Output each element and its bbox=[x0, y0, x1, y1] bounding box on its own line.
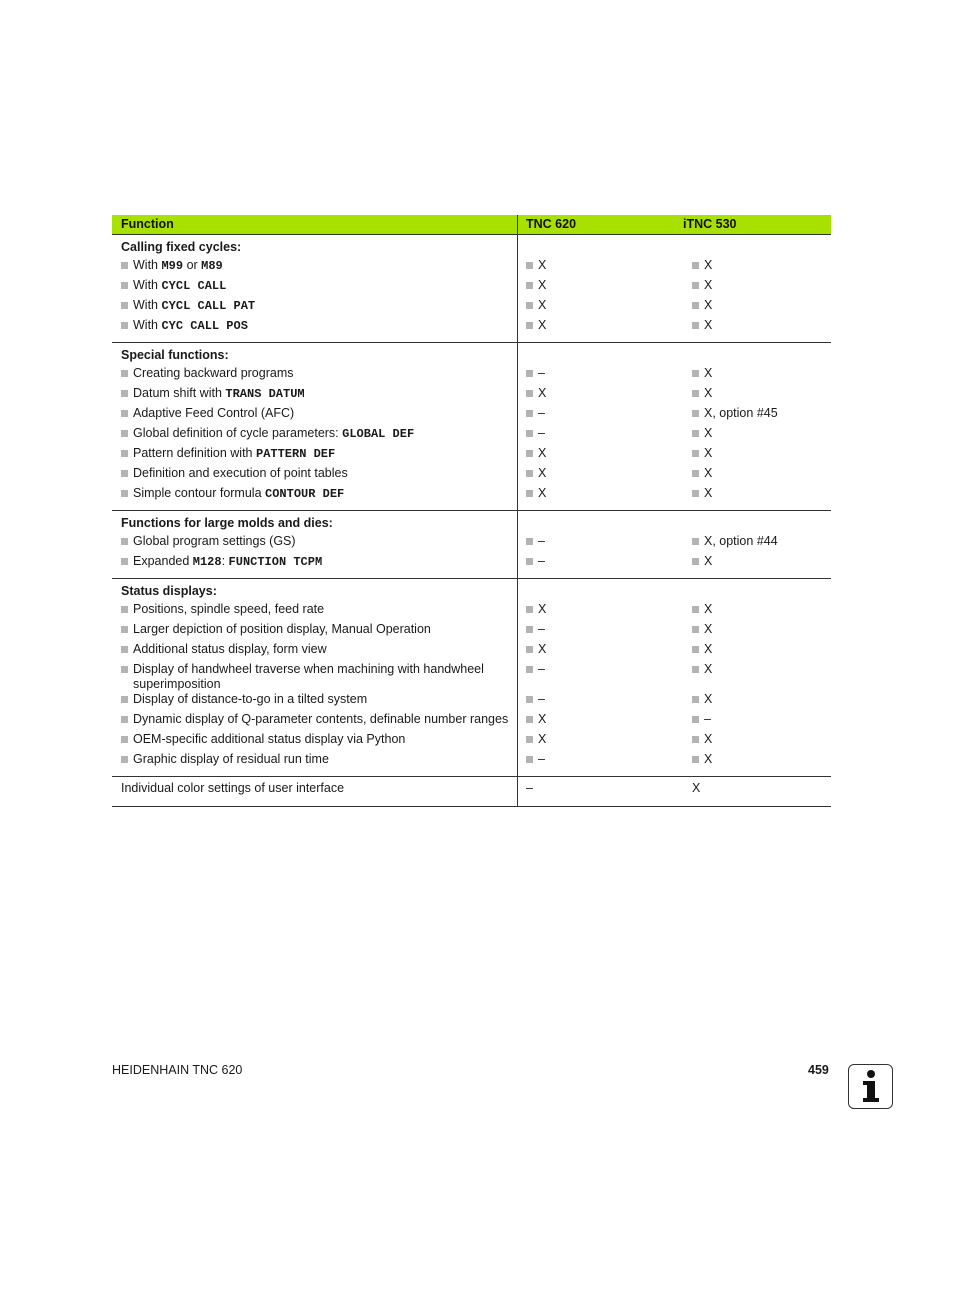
tnc-value: X bbox=[538, 732, 547, 746]
itnc-value: X bbox=[704, 662, 713, 676]
bullet-square-icon bbox=[692, 302, 699, 309]
info-icon bbox=[848, 1064, 893, 1109]
table-section bbox=[112, 511, 831, 579]
bullet-square-icon bbox=[526, 736, 533, 743]
bullet-square-icon bbox=[692, 696, 699, 703]
function-label: With CYCL CALL bbox=[133, 278, 227, 293]
bullet-square-icon bbox=[121, 370, 128, 377]
bullet-square-icon bbox=[692, 490, 699, 497]
bullet-square-icon bbox=[692, 470, 699, 477]
table-header bbox=[112, 215, 831, 235]
itnc-value: X bbox=[704, 426, 713, 440]
bullet-square-icon bbox=[526, 430, 533, 437]
header-itnc530: iTNC 530 bbox=[683, 217, 737, 231]
function-label: Additional status display, form view bbox=[133, 642, 327, 656]
bullet-square-icon bbox=[526, 322, 533, 329]
table-row bbox=[112, 278, 831, 298]
bullet-square-icon bbox=[121, 430, 128, 437]
function-label: Pattern definition with PATTERN DEF bbox=[133, 446, 336, 461]
bullet-square-icon bbox=[526, 282, 533, 289]
bullet-square-icon bbox=[692, 606, 699, 613]
tnc-value: – bbox=[538, 426, 545, 440]
bullet-square-icon bbox=[526, 470, 533, 477]
section-title: Functions for large molds and dies: bbox=[121, 516, 333, 530]
bullet-square-icon bbox=[121, 302, 128, 309]
bullet-square-icon bbox=[692, 666, 699, 673]
bullet-square-icon bbox=[692, 558, 699, 565]
table-row bbox=[112, 534, 831, 554]
itnc-value: X, option #44 bbox=[704, 534, 778, 548]
function-label: Simple contour formula CONTOUR DEF bbox=[133, 486, 345, 501]
function-label: Definition and execution of point tables bbox=[133, 466, 348, 480]
bullet-square-icon bbox=[121, 696, 128, 703]
section-title: Status displays: bbox=[121, 584, 217, 598]
tnc-value: – bbox=[538, 622, 545, 636]
last-row-itnc: X bbox=[692, 781, 701, 795]
bullet-square-icon bbox=[121, 450, 128, 457]
bullet-square-icon bbox=[121, 558, 128, 565]
bullet-square-icon bbox=[526, 558, 533, 565]
table-row-last bbox=[112, 777, 831, 807]
bullet-square-icon bbox=[692, 262, 699, 269]
bullet-square-icon bbox=[121, 736, 128, 743]
tnc-value: – bbox=[538, 752, 545, 766]
bullet-square-icon bbox=[692, 716, 699, 723]
table-section bbox=[112, 343, 831, 511]
bullet-square-icon bbox=[121, 322, 128, 329]
function-label: Datum shift with TRANS DATUM bbox=[133, 386, 305, 401]
tnc-value: X bbox=[538, 386, 547, 400]
bullet-square-icon bbox=[526, 410, 533, 417]
bullet-square-icon bbox=[121, 626, 128, 633]
footer-title: HEIDENHAIN TNC 620 bbox=[112, 1063, 243, 1077]
itnc-value: X bbox=[704, 466, 713, 480]
bullet-square-icon bbox=[121, 666, 128, 673]
bullet-square-icon bbox=[121, 282, 128, 289]
itnc-value: X bbox=[704, 386, 713, 400]
itnc-value: X bbox=[704, 366, 713, 380]
bullet-square-icon bbox=[692, 626, 699, 633]
bullet-square-icon bbox=[692, 370, 699, 377]
bullet-square-icon bbox=[121, 538, 128, 545]
bullet-square-icon bbox=[526, 370, 533, 377]
last-row-tnc: – bbox=[526, 781, 533, 795]
table-row bbox=[112, 712, 831, 732]
bullet-square-icon bbox=[121, 390, 128, 397]
tnc-value: X bbox=[538, 602, 547, 616]
table-body bbox=[112, 235, 831, 777]
function-label: Dynamic display of Q-parameter contents, definable number ranges bbox=[133, 712, 509, 726]
bullet-square-icon bbox=[692, 538, 699, 545]
table-row bbox=[112, 662, 831, 692]
itnc-value: X bbox=[704, 554, 713, 568]
table-row bbox=[112, 642, 831, 662]
bullet-square-icon bbox=[526, 646, 533, 653]
bullet-square-icon bbox=[526, 606, 533, 613]
table-row bbox=[112, 446, 831, 466]
function-label: With M99 or M89 bbox=[133, 258, 223, 273]
function-label: Expanded M128: FUNCTION TCPM bbox=[133, 554, 323, 569]
bullet-square-icon bbox=[526, 696, 533, 703]
bullet-square-icon bbox=[526, 538, 533, 545]
itnc-value: X bbox=[704, 318, 713, 332]
itnc-value: X bbox=[704, 278, 713, 292]
table-row bbox=[112, 622, 831, 642]
bullet-square-icon bbox=[692, 410, 699, 417]
tnc-value: – bbox=[538, 554, 545, 568]
tnc-value: X bbox=[538, 446, 547, 460]
bullet-square-icon bbox=[121, 490, 128, 497]
function-label: OEM-specific additional status display via Python bbox=[133, 732, 406, 746]
bullet-square-icon bbox=[121, 756, 128, 763]
tnc-value: X bbox=[538, 258, 547, 272]
table-row bbox=[112, 426, 831, 446]
bullet-square-icon bbox=[692, 736, 699, 743]
tnc-value: X bbox=[538, 278, 547, 292]
feature-comparison-table bbox=[112, 215, 831, 807]
bullet-square-icon bbox=[526, 756, 533, 763]
itnc-value: – bbox=[704, 712, 711, 726]
function-label: Global definition of cycle parameters: GLOBAL DEF bbox=[133, 426, 415, 441]
bullet-square-icon bbox=[121, 716, 128, 723]
bullet-square-icon bbox=[692, 430, 699, 437]
header-tnc620: TNC 620 bbox=[526, 217, 577, 231]
table-row bbox=[112, 466, 831, 486]
tnc-value: – bbox=[538, 534, 545, 548]
section-title: Special functions: bbox=[121, 348, 229, 362]
bullet-square-icon bbox=[692, 756, 699, 763]
itnc-value: X bbox=[704, 752, 713, 766]
bullet-square-icon bbox=[526, 390, 533, 397]
function-label: Display of distance-to-go in a tilted system bbox=[133, 692, 368, 706]
table-row bbox=[112, 366, 831, 386]
tnc-value: X bbox=[538, 298, 547, 312]
bullet-square-icon bbox=[692, 646, 699, 653]
function-label: Display of handwheel traverse when machining with handwheel superimposition bbox=[133, 662, 484, 691]
itnc-value: X bbox=[704, 258, 713, 272]
tnc-value: – bbox=[538, 692, 545, 706]
bullet-square-icon bbox=[121, 410, 128, 417]
bullet-square-icon bbox=[121, 606, 128, 613]
table-row bbox=[112, 386, 831, 406]
table-section bbox=[112, 235, 831, 343]
function-label: Larger depiction of position display, Manual Operation bbox=[133, 622, 431, 636]
itnc-value: X bbox=[704, 486, 713, 500]
header-function: Function bbox=[121, 217, 174, 231]
table-row bbox=[112, 602, 831, 622]
function-label: With CYCL CALL PAT bbox=[133, 298, 256, 313]
function-label: Global program settings (GS) bbox=[133, 534, 296, 548]
table-row bbox=[112, 732, 831, 752]
itnc-value: X bbox=[704, 732, 713, 746]
function-label: Creating backward programs bbox=[133, 366, 294, 380]
itnc-value: X, option #45 bbox=[704, 406, 778, 420]
section-title: Calling fixed cycles: bbox=[121, 240, 242, 254]
function-label: Positions, spindle speed, feed rate bbox=[133, 602, 325, 616]
tnc-value: – bbox=[538, 662, 545, 676]
bullet-square-icon bbox=[121, 646, 128, 653]
table-row bbox=[112, 752, 831, 772]
bullet-square-icon bbox=[526, 490, 533, 497]
itnc-value: X bbox=[704, 602, 713, 616]
bullet-square-icon bbox=[692, 322, 699, 329]
itnc-value: X bbox=[704, 446, 713, 460]
table-row bbox=[112, 406, 831, 426]
tnc-value: – bbox=[538, 406, 545, 420]
bullet-square-icon bbox=[526, 302, 533, 309]
itnc-value: X bbox=[704, 298, 713, 312]
bullet-square-icon bbox=[692, 390, 699, 397]
itnc-value: X bbox=[704, 622, 713, 636]
table-row bbox=[112, 692, 831, 712]
itnc-value: X bbox=[704, 642, 713, 656]
bullet-square-icon bbox=[692, 282, 699, 289]
bullet-square-icon bbox=[526, 262, 533, 269]
tnc-value: X bbox=[538, 486, 547, 500]
table-row bbox=[112, 298, 831, 318]
tnc-value: – bbox=[538, 366, 545, 380]
table-section bbox=[112, 579, 831, 777]
bullet-square-icon bbox=[526, 666, 533, 673]
table-row bbox=[112, 318, 831, 338]
bullet-square-icon bbox=[121, 470, 128, 477]
tnc-value: X bbox=[538, 318, 547, 332]
tnc-value: X bbox=[538, 712, 547, 726]
bullet-square-icon bbox=[526, 450, 533, 457]
table-row bbox=[112, 486, 831, 506]
last-row-function: Individual color settings of user interface bbox=[121, 781, 345, 795]
itnc-value: X bbox=[704, 692, 713, 706]
function-label: Graphic display of residual run time bbox=[133, 752, 329, 766]
function-label: Adaptive Feed Control (AFC) bbox=[133, 406, 295, 420]
table-row bbox=[112, 554, 831, 574]
page-number: 459 bbox=[808, 1063, 829, 1077]
bullet-square-icon bbox=[526, 626, 533, 633]
bullet-square-icon bbox=[121, 262, 128, 269]
function-label: With CYC CALL POS bbox=[133, 318, 248, 333]
table-row bbox=[112, 258, 831, 278]
bullet-square-icon bbox=[526, 716, 533, 723]
tnc-value: X bbox=[538, 466, 547, 480]
bullet-square-icon bbox=[692, 450, 699, 457]
tnc-value: X bbox=[538, 642, 547, 656]
